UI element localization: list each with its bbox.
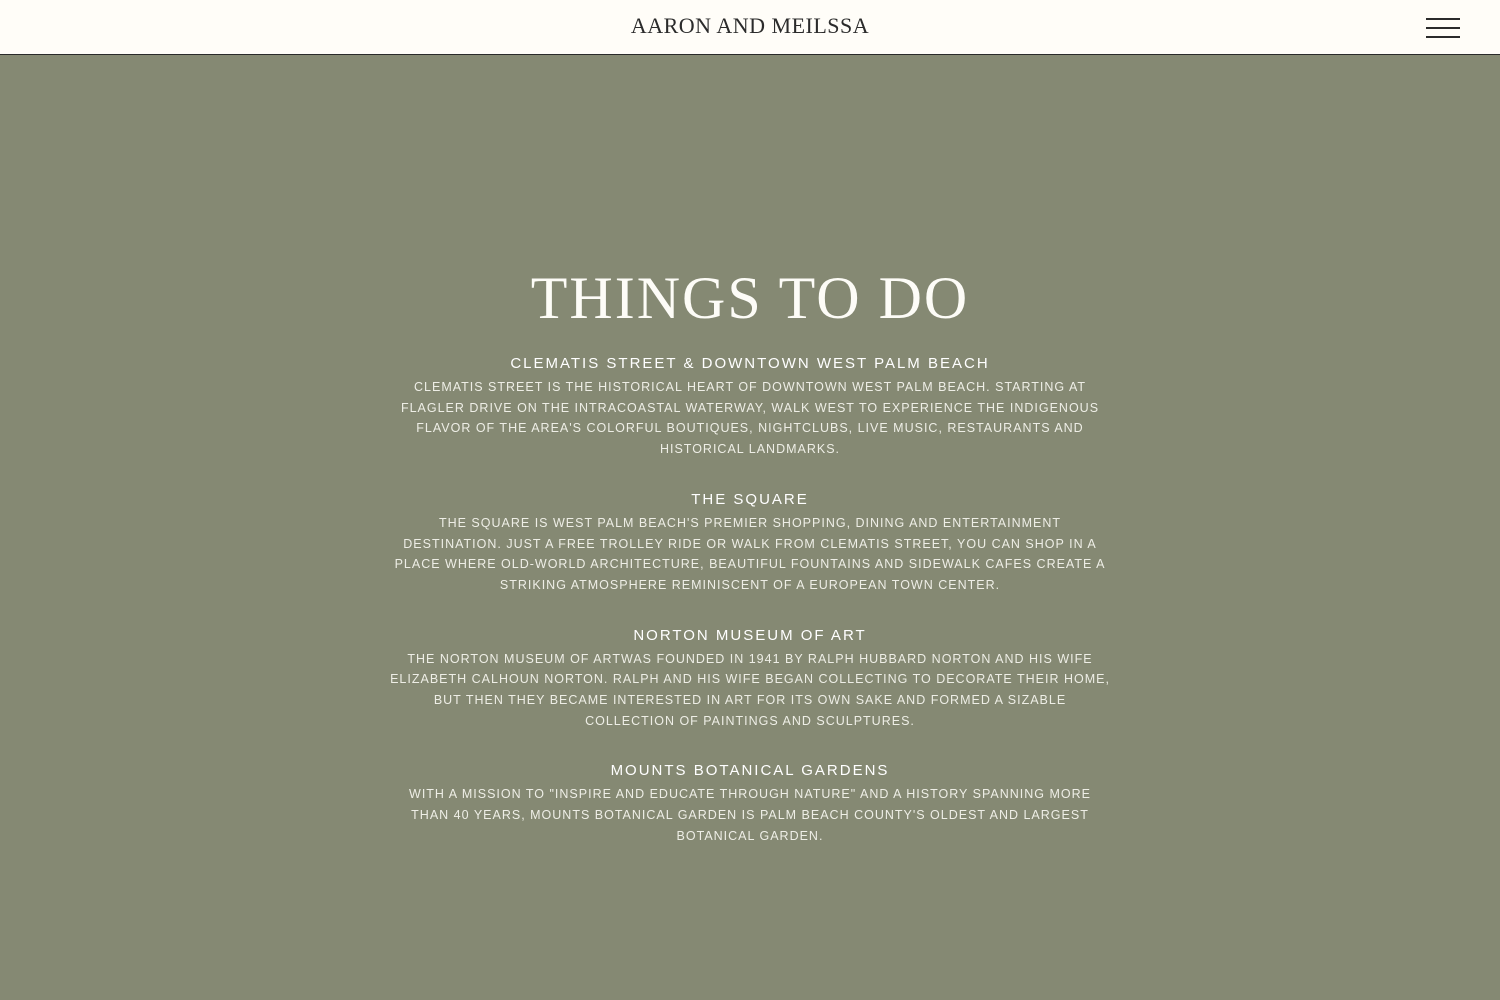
section-text: THE NORTON MUSEUM OF ARTWAS FOUNDED IN 1941 BY RALPH HUBBARD NORTON AND HIS WIFE ELIZABETH CALHOUN NORTON. RALPH AND HIS WIFE BEGAN COLLECTING TO DECORATE THEIR HOME, BUT THEN THEY BECAME INTERESTED IN ART FOR ITS OWN SAKE AND FORMED A SIZABLE COLLECTION OF PAINTINGS AND SCULPTURES. [390, 651, 1110, 728]
section-text: WITH A MISSION TO "INSPIRE AND EDUCATE THROUGH NATURE" AND A HISTORY SPANNING MORE THAN 40 YEARS, MOUNTS BOTANICAL GARDEN IS PALM BEACH COUNTY'S OLDEST AND LARGEST BOTANICAL GARDEN. [409, 787, 1091, 843]
section-clematis-street [390, 352, 1110, 460]
section-the-square [390, 488, 1110, 596]
menu-line [1426, 36, 1460, 38]
menu-line [1426, 18, 1460, 20]
section-text: THE SQUARE IS WEST PALM BEACH'S PREMIER SHOPPING, DINING AND ENTERTAINMENT DESTINATION. JUST A FREE TROLLEY RIDE OR WALK FROM CLEMATIS STREET, YOU CAN SHOP IN A PLACE WHERE OLD-WORLD ARCHITECTURE, BEAUTIFUL FOUNTAINS AND SIDEWALK CAFES CREATE A STRIKING ATMOSPHERE REMINISCENT OF A EUROPEAN TOWN CENTER. [394, 515, 1106, 592]
site-header [0, 0, 1500, 55]
section-mounts-botanical [390, 759, 1110, 846]
section-text: CLEMATIS STREET IS THE HISTORICAL HEART OF DOWNTOWN WEST PALM BEACH. STARTING AT FLAGLER DRIVE ON THE INTRACOASTAL WATERWAY, WALK WEST TO EXPERIENCE THE INDIGENOUS FLAVOR OF THE AREA'S COLORFUL BOUTIQUES, NIGHTCLUBS, LIVE MUSIC, RESTAURANTS AND HISTORICAL LANDMARKS. [400, 380, 1100, 457]
section-norton-museum [390, 624, 1110, 732]
section-heading: THE SQUARE [691, 490, 809, 508]
hamburger-menu-icon[interactable] [1424, 16, 1462, 40]
section-heading: CLEMATIS STREET & DOWNTOWN WEST PALM BEACH [510, 355, 990, 372]
main-content [390, 258, 1110, 875]
page-title: THINGS TO DO [530, 265, 970, 331]
section-heading: MOUNTS BOTANICAL GARDENS [610, 762, 890, 780]
menu-line [1426, 27, 1460, 29]
site-title[interactable]: AARON AND MEILSSA [630, 13, 870, 38]
section-heading: NORTON MUSEUM OF ART [633, 626, 867, 644]
